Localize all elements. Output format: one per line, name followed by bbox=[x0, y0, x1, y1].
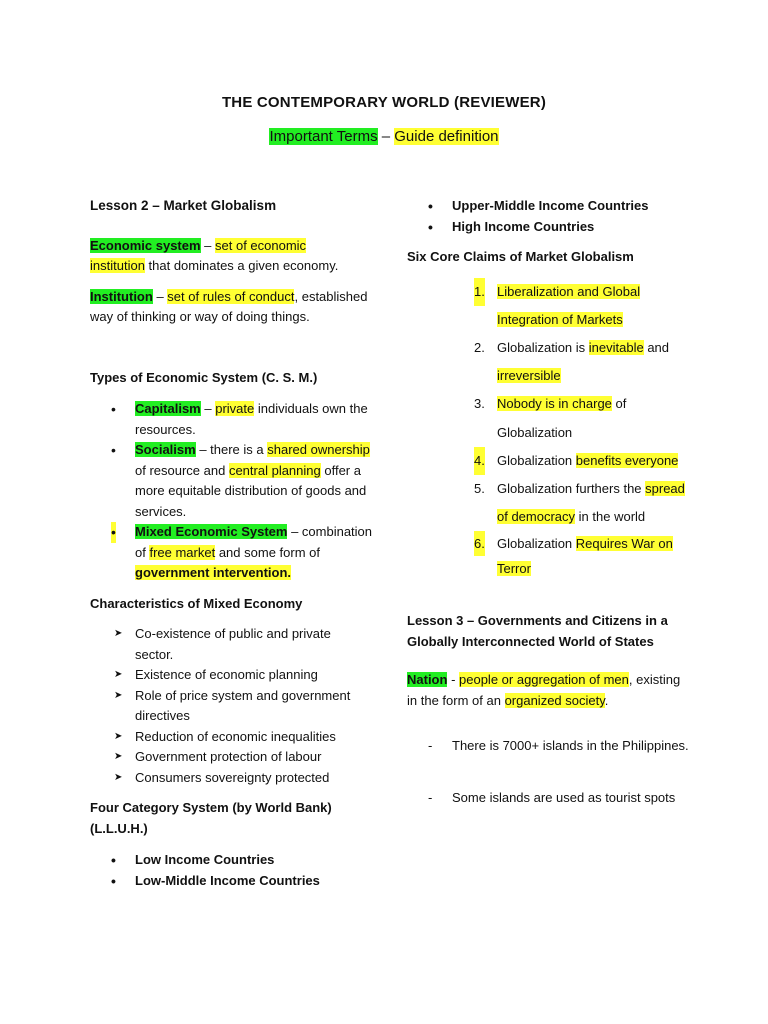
page-subtitle bbox=[0, 128, 768, 145]
income-list-right bbox=[407, 196, 689, 237]
dash-bullet-icon: - bbox=[428, 789, 433, 805]
socialism-t1: – there is a bbox=[195, 442, 268, 457]
capitalism-hl: private bbox=[215, 401, 255, 416]
list-item-text: High Income Countries bbox=[452, 218, 595, 234]
econ-system-definition bbox=[90, 236, 372, 277]
nation-t2: . bbox=[604, 692, 609, 708]
claim-hl: Requires War on Terror bbox=[497, 536, 673, 577]
income-list-left bbox=[90, 850, 372, 891]
list-item-text: Co-existence of public and private sector. bbox=[135, 626, 331, 662]
list-item-text: Reduction of economic inequalities bbox=[135, 728, 336, 744]
page-title: THE CONTEMPORARY WORLD (REVIEWER) bbox=[221, 94, 547, 111]
bullet-icon: • bbox=[111, 442, 116, 458]
nation-definition bbox=[407, 670, 689, 711]
claim-number: 2. bbox=[474, 339, 485, 355]
list-item-socialism bbox=[90, 440, 372, 522]
arrow-bullet-icon: ➤ bbox=[114, 771, 123, 783]
list-item-text: Some islands are used as tourist spots bbox=[452, 789, 676, 805]
mixed-hl1: free market bbox=[149, 544, 216, 560]
institution-hl: set of rules of conduct bbox=[167, 288, 295, 304]
list-item-text: Existence of economic planning bbox=[135, 667, 318, 682]
socialism-t3: offer a more equitable distribution of goods and services. bbox=[135, 462, 367, 519]
list-item bbox=[90, 850, 372, 871]
arrow-bullet-icon: ➤ bbox=[114, 689, 123, 701]
lesson3-heading: Lesson 3 – Governments and Citizens in a Globally Interconnected World of States bbox=[407, 613, 668, 649]
mixed-term: Mixed Economic System bbox=[135, 524, 288, 539]
capitalism-dash: – bbox=[200, 401, 216, 416]
left-column bbox=[90, 196, 372, 891]
core-claims-list bbox=[407, 278, 689, 582]
list-item bbox=[90, 665, 372, 686]
claim-text: in the world bbox=[575, 509, 646, 525]
list-item-text: Consumers sovereignty protected bbox=[135, 769, 330, 785]
bullet-icon: • bbox=[428, 198, 433, 214]
claim-hl: spread of democracy bbox=[497, 480, 685, 525]
claim-number: 3. bbox=[474, 396, 485, 412]
list-item bbox=[90, 768, 372, 789]
list-item bbox=[90, 727, 372, 748]
list-item-text: Government protection of labour bbox=[135, 749, 322, 764]
nation-term: Nation bbox=[407, 672, 448, 688]
socialism-hl2: central planning bbox=[228, 462, 321, 478]
arrow-bullet-icon: ➤ bbox=[114, 751, 123, 762]
mixed-t2: and some form of bbox=[215, 544, 320, 560]
six-claims-heading: Six Core Claims of Market Globalism bbox=[407, 249, 634, 264]
four-category-heading: Four Category System (by World Bank) (L.L.U.H.) bbox=[90, 800, 332, 836]
claim-number: 6. bbox=[474, 531, 485, 556]
list-item-text: Role of price system and government directives bbox=[135, 687, 351, 723]
claim-text: and bbox=[643, 339, 670, 355]
socialism-t2: of resource and bbox=[135, 462, 229, 478]
bullet-icon: • bbox=[111, 522, 116, 543]
institution-rest: , established way of thinking or way of doing things. bbox=[90, 288, 368, 324]
econ-system-rest: that dominates a given economy. bbox=[144, 258, 339, 273]
list-item-capitalism bbox=[90, 399, 372, 440]
claim-hl: Liberalization and Global Integration of Markets bbox=[497, 283, 641, 327]
claim-hl: inevitable bbox=[588, 339, 644, 355]
claim-item-6 bbox=[407, 531, 689, 581]
economic-system-types-list bbox=[90, 399, 372, 584]
list-item bbox=[407, 736, 689, 757]
institution-dash: – bbox=[152, 288, 168, 304]
notes-list bbox=[407, 736, 689, 808]
econ-system-term: Economic system bbox=[90, 237, 201, 253]
list-item bbox=[90, 871, 372, 892]
claim-text: Globalization furthers the bbox=[497, 480, 646, 496]
mixed-hl2: government intervention. bbox=[135, 565, 292, 580]
claim-number: 5. bbox=[474, 480, 485, 496]
arrow-bullet-icon: ➤ bbox=[114, 628, 123, 639]
bullet-icon: • bbox=[111, 872, 116, 889]
bullet-icon: • bbox=[111, 852, 116, 868]
claim-text: Globalization bbox=[497, 452, 576, 468]
socialism-hl1: shared ownership bbox=[267, 442, 370, 457]
claim-item-1 bbox=[407, 278, 689, 334]
claim-hl: benefits everyone bbox=[575, 452, 679, 468]
claim-text: of Globalization bbox=[497, 396, 627, 440]
list-item-text: Low Income Countries bbox=[135, 852, 275, 867]
subtitle-dash: – bbox=[377, 128, 395, 145]
institution-definition bbox=[90, 287, 372, 328]
claim-item-3 bbox=[407, 390, 689, 446]
list-item bbox=[407, 788, 689, 809]
right-column bbox=[407, 196, 689, 808]
claim-text: Globalization bbox=[497, 536, 576, 552]
econ-system-hl2: institution bbox=[90, 258, 145, 273]
claim-hl: irreversible bbox=[497, 368, 561, 384]
list-item bbox=[90, 686, 372, 727]
list-item-mixed bbox=[90, 522, 372, 584]
list-item bbox=[407, 196, 689, 217]
nation-hl2: organized society bbox=[504, 692, 605, 708]
characteristics-heading: Characteristics of Mixed Economy bbox=[90, 595, 303, 611]
nation-dash: - bbox=[447, 672, 460, 688]
arrow-bullet-icon: ➤ bbox=[114, 730, 123, 742]
types-heading: Types of Economic System (C. S. M.) bbox=[90, 369, 318, 385]
arrow-bullet-icon: ➤ bbox=[114, 669, 123, 680]
list-item-text: Upper-Middle Income Countries bbox=[452, 198, 649, 213]
list-item bbox=[90, 747, 372, 768]
bullet-icon: • bbox=[111, 401, 116, 417]
list-item bbox=[90, 624, 372, 665]
claim-hl: Nobody is in charge bbox=[497, 396, 612, 412]
claim-number: 1. bbox=[474, 278, 485, 306]
dash-bullet-icon: - bbox=[428, 738, 433, 754]
list-item-text: There is 7000+ islands in the Philippines. bbox=[452, 738, 689, 754]
lesson2-heading: Lesson 2 – Market Globalism bbox=[90, 198, 277, 213]
capitalism-rest: individuals own the resources. bbox=[135, 401, 368, 437]
list-item bbox=[407, 217, 689, 238]
list-item-text: Low-Middle Income Countries bbox=[135, 872, 320, 888]
nation-hl1: people or aggregation of men bbox=[459, 672, 629, 688]
claim-item-5 bbox=[407, 475, 689, 531]
socialism-term: Socialism bbox=[135, 442, 196, 457]
subtitle-terms: Important Terms bbox=[269, 128, 378, 145]
capitalism-term: Capitalism bbox=[135, 401, 201, 416]
claim-item-2 bbox=[407, 334, 689, 390]
characteristics-list bbox=[90, 624, 372, 788]
econ-system-dash: – bbox=[200, 237, 216, 253]
claim-item-4 bbox=[407, 447, 689, 475]
econ-system-hl1: set of economic bbox=[215, 237, 307, 253]
nation-t1: , existing in the form of an bbox=[407, 672, 681, 708]
bullet-icon: • bbox=[428, 218, 433, 235]
claim-number: 4. bbox=[474, 447, 485, 475]
subtitle-guide: Guide definition bbox=[394, 128, 499, 145]
institution-term: Institution bbox=[90, 288, 153, 304]
claim-text: Globalization is bbox=[497, 339, 589, 355]
mixed-t1: – combination of bbox=[135, 524, 373, 560]
